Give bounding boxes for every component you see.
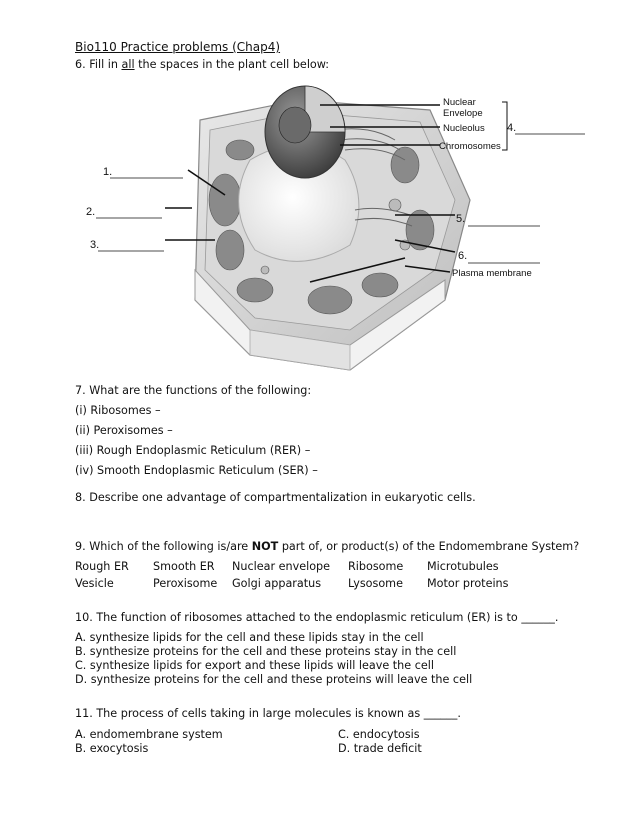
question-11-option: B. exocytosis <box>75 742 149 755</box>
label-number-6: 6. <box>458 250 468 262</box>
question-8: 8. Describe one advantage of compartmentalization in eukaryotic cells. <box>75 491 476 504</box>
label-chromosomes: Chromosomes <box>439 141 501 152</box>
question-7-item: (i) Ribosomes – <box>75 404 161 417</box>
question-11-option: A. endomembrane system <box>75 728 223 741</box>
question-9 <box>75 540 579 554</box>
label-number-5: 5. <box>456 213 466 225</box>
term-lysosome: Lysosome <box>348 577 403 590</box>
nucleus <box>265 86 345 178</box>
label-number-2: 2. <box>86 206 96 218</box>
label-number-4: 4. <box>507 122 517 134</box>
question-10-option: B. synthesize proteins for the cell and these proteins stay in the cell <box>75 645 457 658</box>
term-nuclear-envelope: Nuclear envelope <box>232 560 331 573</box>
label-nuclear-envelope-1: Nuclear <box>443 97 476 108</box>
page-title: Bio110 Practice problems (Chap4) <box>75 40 281 54</box>
term-motor-proteins: Motor proteins <box>427 577 509 590</box>
plant-cell-diagram <box>0 0 638 380</box>
label-number-1: 1. <box>103 166 113 178</box>
question-7: 7. What are the functions of the following: <box>75 384 312 397</box>
question-9-prefix: 9. Which of the following is/are <box>75 540 252 553</box>
question-6-prefix: 6. Fill in <box>75 58 122 71</box>
label-nuclear-envelope-2: Envelope <box>443 108 483 119</box>
question-9-emphasis: NOT <box>251 540 279 553</box>
question-7-item: (ii) Peroxisomes – <box>75 424 173 437</box>
question-6-suffix: the spaces in the plant cell below: <box>134 58 330 71</box>
term-microtubules: Microtubules <box>427 560 499 573</box>
question-10-option: C. synthesize lipids for export and these lipids will leave the cell <box>75 659 434 672</box>
question-11-option: D. trade deficit <box>338 742 422 755</box>
question-11: 11. The process of cells taking in large molecules is known as ______. <box>75 707 461 720</box>
term-smooth-er: Smooth ER <box>153 560 215 573</box>
question-9-suffix: part of, or product(s) of the Endomembrane System? <box>278 540 580 553</box>
question-10-option: D. synthesize proteins for the cell and these proteins will leave the cell <box>75 673 473 686</box>
question-6-emphasis: all <box>121 58 135 71</box>
term-golgi-apparatus: Golgi apparatus <box>232 577 322 590</box>
label-nucleolus: Nucleolus <box>443 123 485 134</box>
question-11-option: C. endocytosis <box>338 728 420 741</box>
term-vesicle: Vesicle <box>75 577 114 590</box>
term-peroxisome: Peroxisome <box>153 577 218 590</box>
question-10: 10. The function of ribosomes attached to the endoplasmic reticulum (ER) is to ______. <box>75 611 559 624</box>
question-7-item: (iii) Rough Endoplasmic Reticulum (RER) – <box>75 444 311 457</box>
question-10-option: A. synthesize lipids for the cell and these lipids stay in the cell <box>75 631 424 644</box>
label-number-3: 3. <box>90 239 100 251</box>
term-ribosome: Ribosome <box>348 560 404 573</box>
question-7-item: (iv) Smooth Endoplasmic Reticulum (SER) – <box>75 464 318 477</box>
term-rough-er: Rough ER <box>75 560 129 573</box>
label-plasma-membrane: Plasma membrane <box>452 268 532 279</box>
